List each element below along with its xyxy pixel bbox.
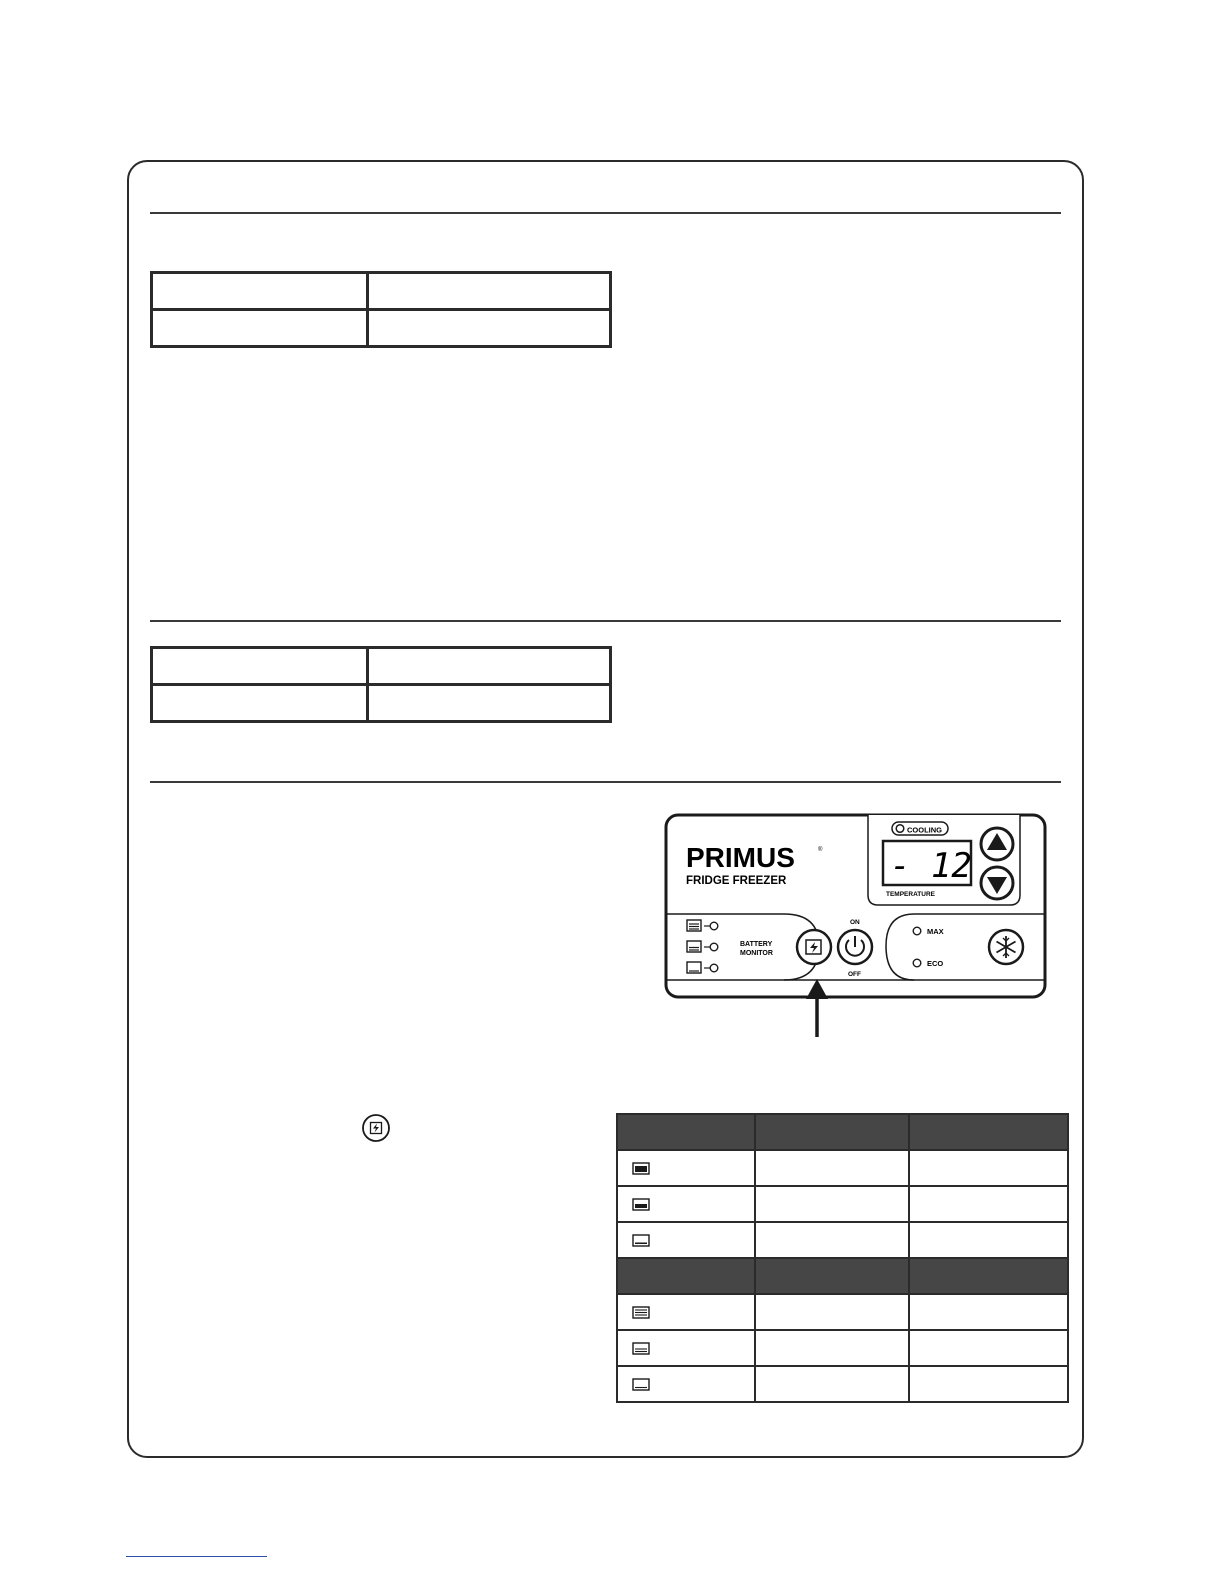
arrow-down-icon [981, 867, 1013, 899]
section-rule-1 [150, 212, 1061, 214]
table-row [617, 1330, 1068, 1366]
control-panel-illustration [664, 813, 1048, 1039]
power-icon [838, 930, 872, 964]
header-cell [755, 1258, 909, 1294]
table-row [617, 1294, 1068, 1330]
table-header-row [617, 1258, 1068, 1294]
table-row [617, 1150, 1068, 1186]
section-rule-3 [150, 781, 1061, 783]
snowflake-icon [989, 930, 1023, 964]
battery-full-icon [632, 1305, 650, 1319]
product-name: FRIDGE FREEZER [686, 875, 787, 887]
battery-low-icon [632, 1233, 650, 1247]
on-label: ON [850, 919, 860, 926]
battery-monitor-icon [797, 930, 831, 964]
spec-cell [368, 310, 611, 347]
footer-link-underline[interactable] [126, 1556, 267, 1557]
header-cell [909, 1258, 1068, 1294]
temperature-value: - 12 [890, 846, 972, 886]
max-label: MAX [927, 927, 944, 936]
eco-label: ECO [927, 959, 944, 968]
header-cell [755, 1114, 909, 1150]
header-cell [617, 1114, 755, 1150]
battery-medium-icon [632, 1197, 650, 1211]
spec-table-2 [150, 646, 612, 723]
table-row [617, 1366, 1068, 1402]
battery-full-icon [632, 1161, 650, 1175]
spec-cell [152, 685, 368, 722]
battery-monitor-inline-icon [361, 1113, 391, 1143]
header-cell [617, 1258, 755, 1294]
battery-monitor-label-2: MONITOR [740, 950, 773, 957]
table-header-row [617, 1114, 1068, 1150]
spec-cell [152, 273, 368, 310]
off-label: OFF [848, 971, 861, 978]
spec-cell [368, 273, 611, 310]
battery-medium-icon [632, 1341, 650, 1355]
battery-low-icon [632, 1377, 650, 1391]
spec-cell [368, 648, 611, 685]
registered-mark: ® [818, 847, 823, 853]
table-row [617, 1222, 1068, 1258]
battery-monitor-label-1: BATTERY [740, 941, 773, 948]
spec-cell [152, 310, 368, 347]
arrow-up-icon [981, 828, 1013, 860]
header-cell [909, 1114, 1068, 1150]
table-row [617, 1186, 1068, 1222]
brand-name: PRIMUS [686, 842, 795, 873]
spec-table-1 [150, 271, 612, 348]
temperature-label: TEMPERATURE [886, 891, 935, 898]
spec-cell [368, 685, 611, 722]
cooling-label: COOLING [907, 825, 942, 835]
battery-level-table [616, 1113, 1069, 1403]
section-rule-2 [150, 620, 1061, 622]
spec-cell [152, 648, 368, 685]
